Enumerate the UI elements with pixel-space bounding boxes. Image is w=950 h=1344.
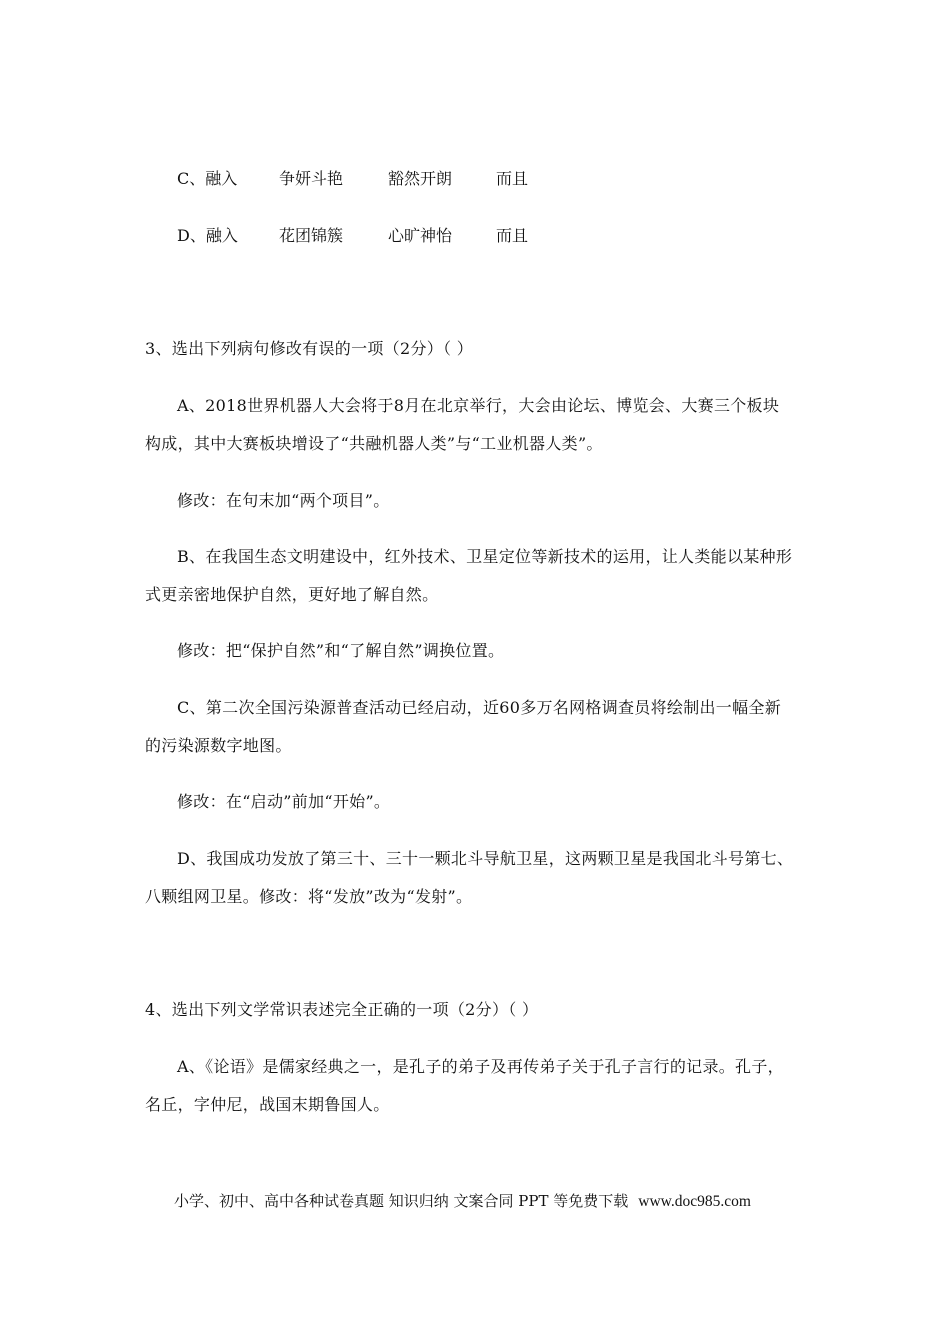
footer-url[interactable]: www.doc985.com: [638, 1193, 751, 1210]
option-d-label: D、融入: [177, 226, 238, 245]
q3-option-c-line-1: C、第二次全国污染源普查活动已经启动，近60多万名网格调查员将绘制出一幅全新: [177, 698, 782, 717]
option-c-label: C、融入: [177, 169, 238, 188]
option-d-word-2: 心旷神怡: [388, 226, 453, 245]
footer-text: 小学、初中、高中各种试卷真题 知识归纳 文案合同 PPT 等免费下载: [174, 1192, 629, 1210]
q3-option-b-line-2: 式更亲密地保护自然，更好地了解自然。: [145, 585, 439, 604]
q3-option-d-line-2: 八颗组网卫星。修改：将“发放”改为“发射”。: [145, 887, 473, 906]
page-footer: [174, 1190, 751, 1213]
q3-option-a-line-2: 构成，其中大赛板块增设了“共融机器人类”与“工业机器人类”。: [145, 434, 603, 453]
q4-option-a-line-1: A、《论语》是儒家经典之一，是孔子的弟子及再传弟子关于孔子言行的记录。孔子，: [177, 1057, 784, 1076]
option-d-word-1: 花团锦簇: [279, 226, 344, 245]
q3-option-b-line-1: B、在我国生态文明建设中，红外技术、卫星定位等新技术的运用，让人类能以某种形: [177, 547, 793, 566]
q3-option-b-fix: 修改：把“保护自然”和“了解自然”调换位置。: [177, 641, 505, 660]
question-3-title: 3、选出下列病句修改有误的一项（2分）（ ）: [145, 339, 474, 358]
q3-option-c-fix: 修改：在“启动”前加“开始”。: [177, 792, 391, 811]
question-4-title: 4、选出下列文学常识表述完全正确的一项（2分）（ ）: [145, 1000, 539, 1019]
option-c-word-1: 争妍斗艳: [279, 169, 344, 188]
q4-option-a-line-2: 名丘，字仲尼，战国末期鲁国人。: [145, 1095, 390, 1114]
option-c-word-3: 而且: [496, 169, 529, 188]
q3-option-d-line-1: D、我国成功发放了第三十、三十一颗北斗导航卫星，这两颗卫星是我国北斗号第七、: [177, 849, 794, 868]
option-c-word-2: 豁然开朗: [388, 169, 453, 188]
q3-option-a-line-1: A、2018世界机器人大会将于8月在北京举行，大会由论坛、博览会、大赛三个板块: [177, 396, 780, 415]
option-d-word-3: 而且: [496, 226, 529, 245]
q3-option-a-fix: 修改：在句末加“两个项目”。: [177, 491, 390, 510]
q3-option-c-line-2: 的污染源数字地图。: [145, 736, 292, 755]
